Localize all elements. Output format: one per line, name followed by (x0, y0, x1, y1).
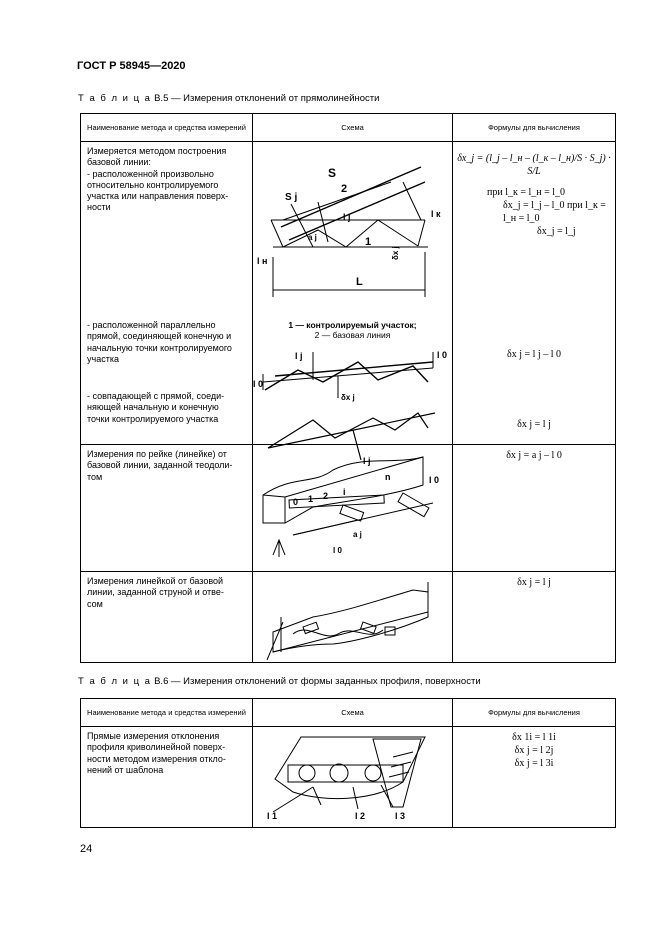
label-lh: l н (257, 256, 268, 266)
table-row (81, 142, 616, 445)
method-cell (81, 142, 253, 445)
page-number: 24 (80, 843, 93, 855)
method-line: точки контролируемого участка (87, 413, 219, 424)
template-label-l2: l 2 (355, 811, 366, 821)
formula-line: δx 1i = l 1i (512, 732, 556, 743)
header-formula: Формулы для вычисления (453, 699, 616, 727)
method-line: - расположенной параллельно (87, 320, 216, 330)
header-formula: Формулы для вычисления (453, 114, 616, 142)
method-cell (81, 727, 253, 828)
scheme-cell (253, 727, 453, 828)
table-b5-caption-prefix: Т а б л и ц а (78, 93, 152, 104)
rail-label-l0b: l 0 (333, 546, 342, 555)
table-b6-caption-prefix: Т а б л и ц а (78, 676, 152, 687)
label-2: 2 (341, 183, 348, 195)
table-b5 (80, 113, 616, 663)
rail-label-1: 1 (308, 494, 314, 504)
formula-group (453, 445, 615, 462)
label-1: 1 (365, 236, 372, 248)
formula-line: δx j = l 3i (514, 758, 554, 769)
scheme-base-line-parallel (253, 342, 453, 404)
method-cell (81, 572, 253, 663)
legend-1: 1 — контролируемый участок; (288, 320, 417, 330)
formula-line: δx_j = l_j – l_0 при l_к = l_н = l_0 (503, 200, 606, 224)
formula-main (453, 142, 615, 178)
scheme-rail-theodolite (253, 445, 453, 570)
rail-label-2: 2 (323, 491, 329, 501)
formula-line: δx j = l 2j (514, 745, 554, 756)
method-line: - расположенной произвольно (87, 168, 214, 179)
label-lj: l j (363, 456, 371, 466)
label-l0: l 0 (253, 379, 264, 389)
label-s: S (328, 166, 337, 180)
formula-group (453, 178, 615, 238)
method-line: Прямые измерения отклонения (87, 731, 220, 741)
method-line: относительно контролируемого (87, 179, 219, 190)
formula-cell (453, 572, 616, 663)
method-line: участка (87, 353, 119, 364)
label-sj: S j (285, 192, 298, 203)
scheme-template (253, 727, 453, 826)
scheme-string-plumb (253, 572, 453, 661)
formula-group (453, 727, 615, 770)
formula-cell (453, 445, 616, 572)
label-dx: δx j (341, 393, 355, 402)
method-line: ности (87, 202, 111, 213)
method-line: начальную точки контролируемого (87, 342, 232, 353)
rail-label-i: i (343, 487, 346, 497)
method-line: нений от шаблона (87, 764, 164, 775)
table-b5-header-row (81, 114, 616, 142)
method-line: Измеряется методом построения (87, 146, 227, 156)
table-row (81, 727, 616, 828)
label-dx: δx j (391, 246, 400, 260)
table-row (81, 445, 616, 572)
standard-number: ГОСТ Р 58945—2020 (77, 60, 186, 72)
formula-line: δx j = a j – l 0 (506, 450, 562, 461)
table-b6-header-row (81, 699, 616, 727)
table-row (81, 572, 616, 663)
formula-cell (453, 727, 616, 828)
method-line: том (87, 471, 103, 482)
rail-label-l0: l 0 (429, 475, 440, 485)
template-label-l3: l 3 (395, 811, 406, 821)
method-cell (81, 445, 253, 572)
formula-line: δx j = l j (517, 577, 551, 588)
formula-row-3 (453, 414, 615, 431)
header-scheme: Схема (253, 114, 453, 142)
label-aj: a j (308, 233, 317, 242)
method-line: ности методом измерения откло- (87, 753, 226, 764)
formula-group (453, 572, 615, 589)
scheme-cell (253, 142, 453, 466)
method-line: няющей начальную и конечную (87, 402, 219, 413)
formula-line: δx_j = (l_j – l_н – (l_к – l_н)/S · S_j) · S/L (457, 153, 611, 177)
method-line: Измерения линейкой от базовой (87, 576, 224, 586)
table-b5-caption (78, 93, 379, 104)
header-scheme: Схема (253, 699, 453, 727)
rail-label-0: 0 (293, 497, 299, 507)
template-label-l1: l 1 (267, 811, 278, 821)
label-lj: l j (295, 351, 303, 361)
table-b6 (80, 698, 616, 828)
header-method: Наименование метода и средства измерений (81, 699, 253, 727)
scheme-cell (253, 572, 453, 663)
formula-row-2 (453, 344, 615, 361)
table-b6-caption-text: В.6 — Измерения отклонений от формы заданных профиля, поверхности (154, 676, 481, 687)
method-line: прямой, соединяющей конечную и (87, 331, 232, 342)
legend-2: 2 — базовая линия (314, 330, 391, 340)
method-line: Измерения по рейке (линейке) от (87, 449, 227, 459)
label-lj: l j (343, 212, 351, 222)
method-line: профиля криволинейной поверх- (87, 742, 226, 753)
label-l0: l 0 (437, 350, 448, 360)
rail-label-n: n (385, 472, 391, 482)
scheme-legend (253, 320, 452, 340)
scheme-base-line-arbitrary (253, 142, 453, 320)
formula-line: при l_к = l_н = l_0 (487, 187, 566, 198)
label-l: L (356, 276, 363, 288)
rail-label-aj: a j (353, 530, 362, 539)
table-b5-caption-text: В.5 — Измерения отклонений от прямолинейности (154, 93, 380, 104)
header-method: Наименование метода и средства измерений (81, 114, 253, 142)
label-lk: l к (431, 209, 441, 219)
formula-line: δx j = l j (517, 419, 551, 430)
method-line: участка или направления поверх- (87, 191, 229, 202)
formula-line: δx_j = l_j (537, 226, 576, 237)
scheme-cell (253, 445, 453, 572)
formula-cell (453, 142, 616, 445)
method-line: базовой линии, заданной теодоли- (87, 460, 233, 471)
method-line: сом (87, 598, 103, 609)
table-b6-caption (78, 676, 481, 687)
method-line: - совпадающей с прямой, соеди- (87, 391, 225, 401)
method-line: линии, заданной струной и отве- (87, 587, 224, 598)
method-line: базовой линии: (87, 157, 151, 168)
formula-line: δx j = l j – l 0 (507, 349, 561, 360)
